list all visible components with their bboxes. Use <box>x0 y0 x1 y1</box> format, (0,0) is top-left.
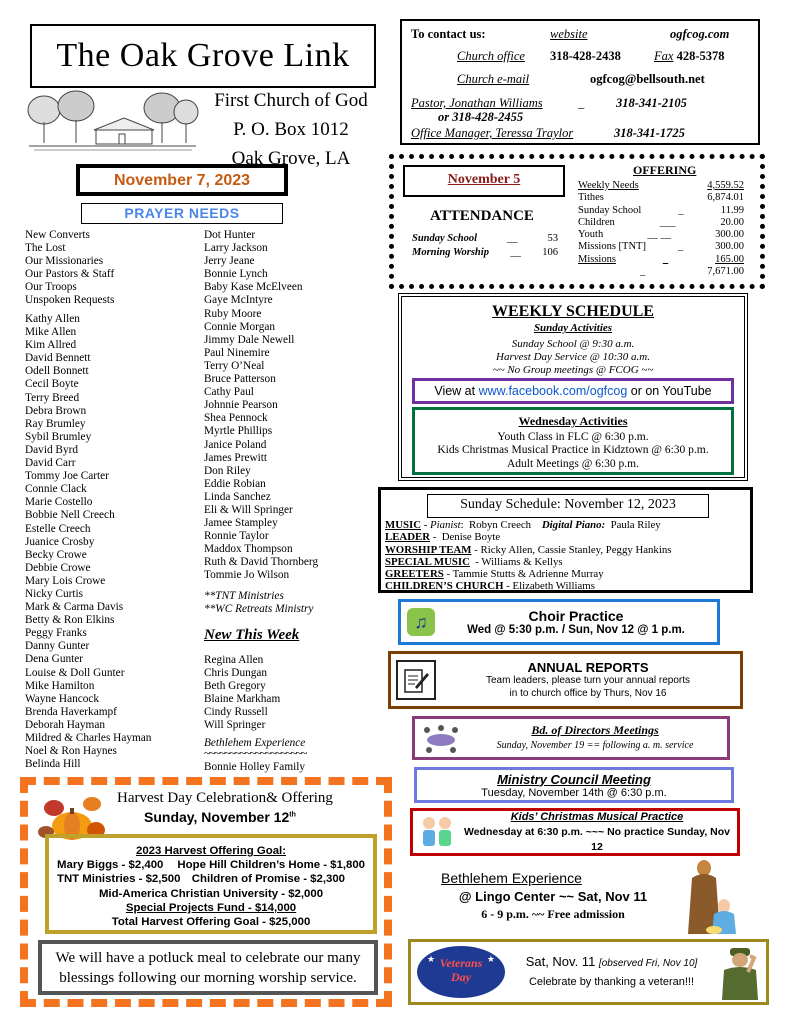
pianist-name: Robyn Creech <box>469 519 532 531</box>
offering-label: Missions <box>578 253 616 265</box>
facebook-box <box>412 378 734 404</box>
church-office-phone: 318-428-2438 <box>550 49 621 63</box>
wednesday-activities-box <box>412 407 734 475</box>
attendance-value: 106 <box>542 247 558 258</box>
soldier-saluting-icon <box>718 944 762 1000</box>
veterans-day-badge <box>417 946 505 998</box>
list-item: Wayne Hancock <box>25 692 100 705</box>
list-item: Maddox Thompson <box>204 543 293 556</box>
veterans-day-box <box>408 939 769 1005</box>
offering-row <box>578 192 744 204</box>
annual-reports-line2: in to church office by Thurs, Nov 16 <box>509 687 667 699</box>
attendance-table <box>412 232 558 260</box>
goal-item: Children of Promise - $2,300 <box>191 873 345 886</box>
offering-title: OFFERING <box>633 163 697 177</box>
list-item: Noel & Ron Haynes <box>25 745 117 758</box>
list-item: Will Springer <box>204 719 266 732</box>
attendance-row <box>412 232 558 246</box>
list-item: Mike Allen <box>25 326 77 339</box>
list-item: Youth Class in FLC @ 6:30 p.m. <box>497 430 649 443</box>
board-title: Bd. of Directors Meetings <box>531 723 659 737</box>
pastor-label: Pastor, Jonathan Williams <box>411 96 543 110</box>
kids-musical-line: Wednesday at 6:30 p.m. ~~~ No practice Sunday, Nov 12 <box>464 825 730 853</box>
fax-number: 428-5378 <box>676 49 725 63</box>
harvest-date-suffix: th <box>289 811 296 819</box>
leader-name: Denise Boyte <box>441 531 501 544</box>
list-item: Regina Allen <box>204 654 264 666</box>
goal-line <box>49 858 373 872</box>
offering-row <box>578 254 744 266</box>
church-city: Oak Grove, LA <box>231 148 351 169</box>
manager-label: Office Manager, Teressa Traylor <box>411 126 574 140</box>
contact-box <box>400 19 760 145</box>
goal-total: Total Harvest Offering Goal - $25,000 <box>111 916 311 929</box>
board-meeting-box <box>412 716 730 760</box>
list-item: Kathy Allen <box>25 313 80 325</box>
list-item: Our Missionaries <box>25 255 104 268</box>
list-item: Larry Jackson <box>204 242 268 255</box>
prayer-names-column-1 <box>25 313 151 771</box>
list-item: Marie Costello <box>25 496 93 509</box>
issue-date: November 7, 2023 <box>76 164 288 196</box>
list-item: Cecil Boyte <box>25 378 79 391</box>
list-item: Belinda Hill <box>25 758 81 771</box>
attendance-label: Sunday School <box>412 233 478 244</box>
list-item: Jerry Jeane <box>204 255 255 268</box>
list-item: Cindy Russell <box>204 706 268 719</box>
list-item: Chris Dungan <box>204 667 268 680</box>
board-line: Sunday, November 19 == following a. m. service <box>496 740 694 751</box>
bethlehem-line2: 6 - 9 p.m. ~~ Free admission <box>481 907 625 921</box>
list-item: Baby Kase McElveen <box>204 281 303 294</box>
list-item: Ruby Moore <box>204 307 262 320</box>
list-item: Debra Brown <box>25 404 87 417</box>
attendance-row <box>412 246 558 260</box>
list-item: Dena Gunter <box>25 653 84 666</box>
list-item: Dot Hunter <box>204 229 256 241</box>
view-suffix: or on YouTube <box>627 384 712 398</box>
offering-dash: _ <box>678 204 684 216</box>
veterans-line2: Celebrate by thanking a veteran!!! <box>528 976 695 988</box>
list-item: Betty & Ron Elkins <box>25 614 115 627</box>
worship-team-label: WORSHIP TEAM <box>385 543 472 556</box>
list-item: Becky Crowe <box>25 548 87 561</box>
greeters-label: GREETERS <box>385 568 444 581</box>
list-item: Shea Pennock <box>204 412 268 425</box>
new-this-week-list <box>204 654 280 733</box>
music-label: MUSIC <box>385 519 421 531</box>
offering-row <box>578 205 744 217</box>
list-item: The Lost <box>25 242 66 255</box>
annual-reports-title: ANNUAL REPORTS <box>527 659 649 675</box>
list-item: Janice Poland <box>204 438 267 451</box>
list-item: Ray Brumley <box>25 417 86 430</box>
view-prefix: View at <box>434 384 479 398</box>
offering-label: Weekly Needs <box>578 180 639 191</box>
masthead-title: The Oak Grove Link <box>30 24 376 88</box>
list-item: Debbie Crowe <box>25 561 91 574</box>
list-item: Eddie Robian <box>204 477 266 490</box>
list-item: **TNT Ministries <box>204 590 284 602</box>
list-item: Nicky Curtis <box>25 587 84 600</box>
offering-total: 7,671.00 <box>707 266 744 278</box>
list-item: New Converts <box>25 229 90 241</box>
schedule-row: WORSHIP TEAM - Ricky Allen, Cassie Stanley, Peggy Hankins <box>385 543 672 556</box>
ministry-list <box>204 590 313 616</box>
offering-dash: _ <box>677 241 684 253</box>
sunday-schedule-list <box>385 519 671 593</box>
po-box: P. O. Box 1012 <box>233 119 349 140</box>
offering-row <box>578 217 744 229</box>
attendance-label: Morning Worship <box>412 247 489 258</box>
list-item: Don Riley <box>204 464 251 477</box>
offering-value: 6,874.01 <box>707 192 744 204</box>
list-item: Unspoken Requests <box>25 294 115 307</box>
harvest-date-text: Sunday, November 12 <box>144 809 290 825</box>
list-item: Brenda Haverkampf <box>25 705 117 718</box>
goal-item: Special Projects Fund - $14,000 <box>125 901 297 914</box>
offering-dash: __ __ <box>647 229 671 241</box>
list-item: David Carr <box>25 457 76 470</box>
list-item: Mike Hamilton <box>25 679 95 692</box>
list-item: **WC Retreats Ministry <box>204 603 314 616</box>
email-link[interactable]: ogfcog@bellsouth.net <box>590 72 705 86</box>
nativity-icon <box>684 856 740 936</box>
pianist-label: Pianist <box>430 519 461 531</box>
divider: ~~~~~~~~~~~~~~~~~~~~ <box>204 748 307 760</box>
schedule-row: CHILDREN’S CHURCH - Elizabeth Williams <box>385 580 595 593</box>
contact-label: To contact us: <box>411 27 486 41</box>
list-item: Louise & Doll Gunter <box>25 666 125 679</box>
list-item: James Prewitt <box>204 451 268 464</box>
list-item: Paul Ninemire <box>204 346 270 359</box>
veterans-badge-line2: Day <box>451 970 471 984</box>
goal-item: Mary Biggs - $2,400 <box>57 859 164 872</box>
list-item: Kids Christmas Musical Practice in Kidztown @ 6:30 p.m. <box>437 444 709 456</box>
list-item: Linda Sanchez <box>204 490 271 503</box>
offering-row <box>578 241 744 253</box>
list-item: ~~ No Group meetings @ FCOG ~~ <box>492 363 654 376</box>
offering-value: 300.00 <box>715 241 744 253</box>
special-music-names: Williams & Kellys <box>481 555 563 568</box>
list-item: Mildred & Charles Hayman <box>25 732 152 744</box>
list-item: David Bennett <box>25 352 91 365</box>
childrens-church-name: Elizabeth Williams <box>512 580 595 593</box>
attendance-title: ATTENDANCE <box>430 208 534 224</box>
offering-dash: ___ <box>659 216 676 228</box>
list-item: Our Pastors & Staff <box>25 268 115 281</box>
attendance-dash: __ <box>510 247 521 258</box>
music-notes-icon: ♫ <box>407 608 435 636</box>
annual-reports-box <box>388 651 743 709</box>
prayer-names-column-2 <box>204 229 318 583</box>
pencil-paper-icon <box>396 660 436 700</box>
offering-total-dash: _ <box>640 266 646 278</box>
potluck-notice: We will have a potluck meal to celebrate our many blessings following our morning worship service. <box>38 940 378 995</box>
offering-label: Sunday School <box>578 204 642 216</box>
goal-line <box>49 872 373 886</box>
veterans-note: [observed Fri, Nov 10] <box>598 958 698 969</box>
list-item: Estelle Creech <box>25 522 91 535</box>
wednesday-activities-title: Wednesday Activities <box>518 414 628 428</box>
choir-practice-box <box>398 599 720 645</box>
list-item: Kim Allred <box>25 339 77 352</box>
church-office-label: Church office <box>457 49 525 63</box>
new-this-week-title: New This Week <box>204 627 300 643</box>
kids-musical-box <box>410 808 740 856</box>
offering-value: 11.99 <box>720 204 744 216</box>
greeters-names: Tammie Stutts & Adrienne Murray <box>452 568 604 581</box>
kids-musical-title: Kids’ Christmas Musical Practice <box>510 810 684 823</box>
offering-label: Youth <box>578 229 604 241</box>
website-label: website <box>550 27 588 41</box>
list-item: Gaye McIntyre <box>204 294 273 307</box>
list-item: Odell Bonnett <box>25 365 89 378</box>
list-item: Harvest Day Service @ 10:30 a.m. <box>496 350 650 363</box>
harvest-goal-box <box>45 834 377 934</box>
church-sketch-illustration <box>24 88 200 158</box>
schedule-row: SPECIAL MUSIC - Williams & Kellys <box>385 555 563 568</box>
pastor-dash: _ <box>578 96 585 110</box>
attendance-value: 53 <box>547 233 558 244</box>
list-item: Jamee Stampley <box>204 517 278 530</box>
list-item: Myrtle Phillips <box>204 425 273 438</box>
sunday-schedule-title: Sunday Schedule: November 12, 2023 <box>427 494 709 518</box>
digital-piano-label: Digital Piano: <box>541 519 606 531</box>
list-item: Connie Clack <box>25 483 87 496</box>
ministry-council-title: Ministry Council Meeting <box>497 771 651 787</box>
special-music-label: SPECIAL MUSIC <box>385 555 470 568</box>
veterans-badge-line1: Veterans <box>439 956 483 970</box>
list-item: Bonnie Lynch <box>204 268 268 281</box>
veterans-date: Sat, Nov. 11 <box>525 954 596 969</box>
list-item: Tommy Joe Carter <box>25 470 109 483</box>
star-icon: ★ <box>427 954 436 964</box>
list-item: Blaine Markham <box>204 693 281 706</box>
list-item: Tommie Jo Wilson <box>204 569 290 582</box>
offering-label: Tithes <box>578 192 604 204</box>
list-item: Cathy Paul <box>204 386 254 399</box>
goal-item: Mid-America Christian University - $2,000 <box>98 887 324 900</box>
list-item: Jimmy Dale Newell <box>204 333 295 346</box>
ministry-council-box <box>414 767 734 803</box>
prayer-needs-title: PRAYER NEEDS <box>81 203 283 224</box>
website-link[interactable]: ogfcog.com <box>670 27 730 41</box>
email-label: Church e-mail <box>457 72 530 86</box>
offering-row <box>578 180 744 192</box>
choir-title: Choir Practice <box>528 608 624 624</box>
fax <box>654 49 724 64</box>
veterans-line1 <box>505 953 718 973</box>
star-icon: ★ <box>486 954 495 964</box>
harvest-title: Harvest Day Celebration& Offering <box>117 790 333 806</box>
list-item: Our Troops <box>25 281 77 294</box>
schedule-row: GREETERS - Tammie Stutts & Adrienne Murray <box>385 568 604 581</box>
goal-item: TNT Ministries - $2,500 <box>57 873 181 886</box>
schedule-row: MUSIC - Pianist: Robyn Creech Digital Piano: Paula Riley <box>385 519 661 531</box>
offering-value: 165.00 <box>715 253 744 265</box>
list-item: Ruth & David Thornberg <box>204 556 319 569</box>
bethlehem-label: Bethlehem Experience <box>204 737 306 749</box>
list-item: Danny Gunter <box>25 640 90 653</box>
list-item: Terry O’Neal <box>204 359 265 372</box>
annual-reports-line1: Team leaders, please turn your annual reports <box>485 674 690 686</box>
goal-item: Hope Hill Children’s Home - $1,800 <box>177 859 365 872</box>
choir-time: Wed @ 5:30 p.m. / Sun, Nov 12 @ 1 p.m. <box>467 624 685 636</box>
kids-singing-icon <box>417 813 457 851</box>
list-item: Bruce Patterson <box>204 373 276 386</box>
church-name: First Church of God <box>214 90 368 111</box>
attendance-date: November 5 <box>403 165 565 197</box>
weekly-schedule-title: WEEKLY SCHEDULE <box>492 303 654 320</box>
list-item: Connie Morgan <box>204 320 276 333</box>
meeting-table-icon <box>419 722 463 754</box>
digital-piano-name: Paula Riley <box>610 519 661 531</box>
list-item: Terry Breed <box>25 391 80 404</box>
list-item: Bonnie Holley Family <box>204 761 306 773</box>
sunday-activities-list <box>398 338 748 376</box>
harvest-date <box>144 809 296 825</box>
list-item: Adult Meetings @ 6:30 p.m. <box>507 457 639 470</box>
leader-label: LEADER <box>385 531 430 544</box>
list-item: Johnnie Pearson <box>204 399 278 412</box>
list-item: David Byrd <box>25 443 79 456</box>
sunday-activities-title: Sunday Activities <box>533 322 613 334</box>
offering-label: Children <box>578 216 615 228</box>
offering-total-row <box>578 266 744 278</box>
pastor-phone: 318-341-2105 <box>616 96 687 110</box>
list-item: Mary Lois Crowe <box>25 574 106 587</box>
childrens-church-label: CHILDREN’S CHURCH <box>385 580 504 593</box>
offering-value: 300.00 <box>715 229 744 241</box>
offering-label: Missions [TNT] <box>578 241 646 253</box>
attendance-dash: __ <box>507 233 518 244</box>
list-item: Mark & Carma Davis <box>25 601 124 614</box>
ministry-council-line: Tuesday, November 14th @ 6:30 p.m. <box>481 786 667 799</box>
list-item: Peggy Franks <box>25 627 87 640</box>
list-item: Juanice Crosby <box>25 535 95 548</box>
manager-phone: 318-341-1725 <box>614 126 685 140</box>
offering-value: 20.00 <box>720 216 744 228</box>
offering-table <box>578 180 744 278</box>
list-item: Beth Gregory <box>204 680 266 693</box>
prayer-group-list <box>25 229 114 308</box>
list-item: Sybil Brumley <box>25 430 92 443</box>
list-item: Eli & Will Springer <box>204 503 293 516</box>
fax-label: Fax <box>654 49 674 63</box>
worship-team-names: Ricky Allen, Cassie Stanley, Peggy Hankins <box>480 543 672 556</box>
facebook-link[interactable]: www.facebook.com/ogfcog <box>478 384 628 398</box>
list-item: Sunday School @ 9:30 a.m. <box>511 338 635 350</box>
bethlehem-line1: @ Lingo Center ~~ Sat, Nov 11 <box>458 889 648 904</box>
goal-title: 2023 Harvest Offering Goal: <box>135 845 287 857</box>
schedule-row: LEADER - Denise Boyte <box>385 531 501 544</box>
offering-dash: _ <box>662 253 669 265</box>
offering-row <box>578 229 744 241</box>
list-item: Ronnie Taylor <box>204 530 269 543</box>
list-item: Deborah Hayman <box>25 718 105 731</box>
bethlehem-title: Bethlehem Experience <box>441 870 582 886</box>
offering-value: 4,559.52 <box>707 180 744 191</box>
pastor-alt-phone: or 318-428-2455 <box>438 110 524 124</box>
list-item: Bobbie Nell Creech <box>25 509 115 522</box>
